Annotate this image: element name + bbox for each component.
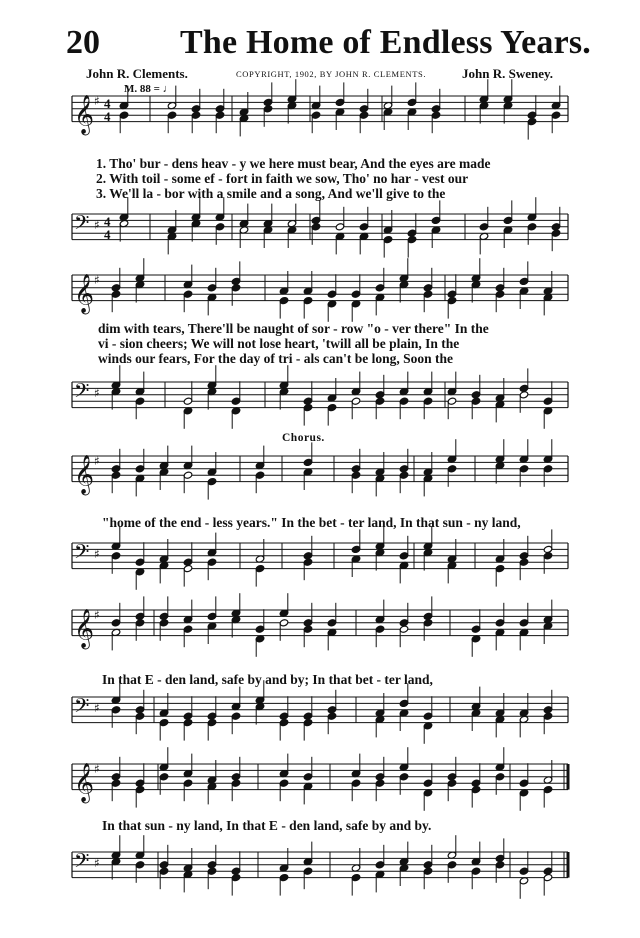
key-sharp-icon: ♯ [94,386,100,400]
key-sharp-icon: ♯ [94,454,100,468]
treble-clef-icon: 𝄞 [74,762,95,803]
time-signature: 4 [104,214,111,229]
bass-clef-icon: 𝄢 [74,540,90,568]
hymn-title: The Home of Endless Years. [180,24,591,61]
bass-clef-icon: 𝄢 [74,694,90,722]
lyricist-credit: John R. Clements. [86,66,188,81]
treble-clef-icon: 𝄞 [74,94,95,135]
copyright-notice: COPYRIGHT, 1902, BY JOHN R. CLEMENTS. [236,69,427,79]
chorus-line-3: In that sun - ny land, In that E - den land, safe by and by. [102,818,432,833]
key-sharp-icon: ♯ [94,856,100,870]
key-sharp-icon: ♯ [94,762,100,776]
key-sharp-icon: ♯ [94,94,100,108]
verse-1-line-1: 1. Tho' bur - dens heav - y we here must bear, And the eyes are made [96,156,491,171]
verse-2-line-1: 2. With toil - some ef - fort in faith we sow, Tho' no har - vest our [96,171,469,186]
composer-credit: John R. Sweney. [462,66,554,81]
hymn-number: 20 [66,24,100,61]
chorus-line-1: "home of the end - less years." In the bet - ter land, In that sun - ny land, [102,515,521,530]
verse-2-line-2: vi - sion cheers; We will not lose heart, 'twill all be plain, In the [98,336,460,351]
time-signature: 4 [104,96,111,111]
tempo-marking: M. 88 = ♩ [124,83,174,95]
bass-clef-icon: 𝄢 [74,379,90,407]
chorus-label: Chorus. [282,432,325,444]
time-signature: 4 [104,227,111,242]
bass-clef-icon: 𝄢 [74,849,90,877]
verse-1-line-2: dim with tears, There'll be naught of sor - row "o - ver there" In the [98,321,489,336]
verse-3-line-2: winds our fears, For the day of tri - als can't be long, Soon the [98,351,454,366]
key-sharp-icon: ♯ [94,547,100,561]
treble-clef-icon: 𝄞 [74,273,95,314]
key-sharp-icon: ♯ [94,608,100,622]
bass-clef-icon: 𝄢 [74,211,90,239]
time-signature: 4 [104,109,111,124]
key-sharp-icon: ♯ [94,218,100,232]
key-sharp-icon: ♯ [94,701,100,715]
chorus-line-2: In that E - den land, safe by and by; In that bet - ter land, [102,672,433,687]
verse-3-line-1: 3. We'll la - bor with a smile and a song, And we'll give to the [96,186,446,201]
key-sharp-icon: ♯ [94,273,100,287]
treble-clef-icon: 𝄞 [74,608,95,649]
treble-clef-icon: 𝄞 [74,454,95,495]
